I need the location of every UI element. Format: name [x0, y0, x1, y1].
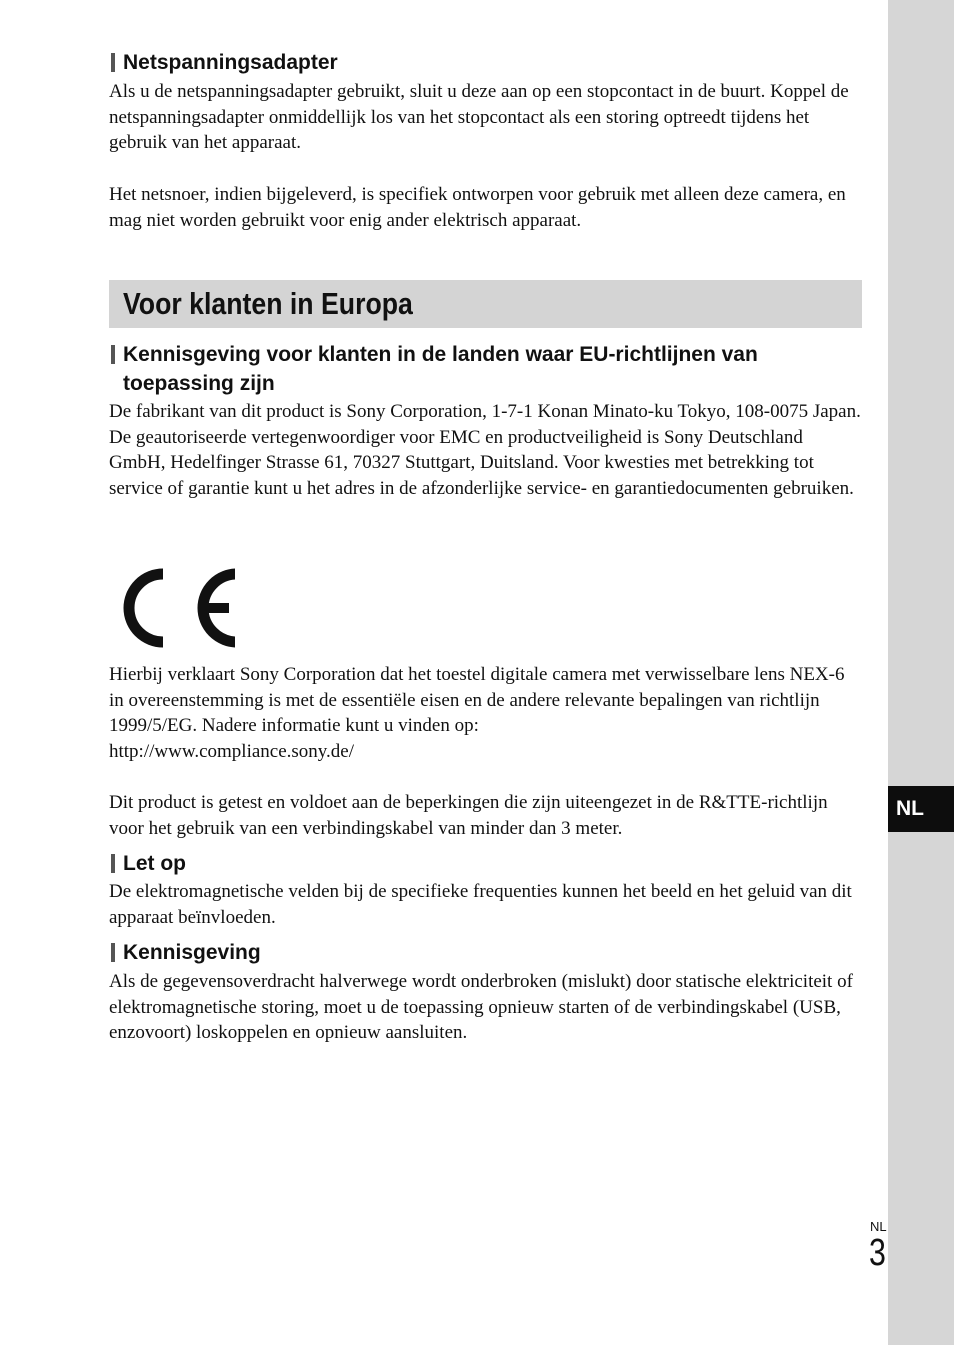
rtte-paragraph: Dit product is getest en voldoet aan de beperkingen die zijn uiteengezet in de R&TTE-richtlijn voor het gebruik van een verbindingskabel van minder dan 3 meter.	[109, 792, 828, 839]
notice-heading-text: Kennisgeving	[123, 941, 261, 964]
language-tab: NL	[888, 786, 954, 832]
declaration-text: Hierbij verklaart Sony Corporation dat het toestel digitale camera met verwisselbare lens NEX-6 in overeenstemming is met de essentiële eisen en de andere relevante bepalingen van richtlijn 1999/5/EG. Nadere informatie kunt u vinden op:	[109, 664, 845, 737]
heading-bar	[111, 345, 115, 364]
adapter-heading-text: Netspanningsadapter	[123, 51, 338, 74]
heading-bar	[111, 943, 115, 962]
adapter-heading	[109, 48, 861, 77]
caution-paragraph: De elektromagnetische velden bij de specifieke frequenties kunnen het beeld en het geluid van dit apparaat beïnvloeden.	[109, 881, 852, 928]
declaration-paragraph	[109, 662, 861, 765]
notice-heading	[109, 938, 861, 967]
caution-heading-text: Let op	[123, 852, 186, 875]
eu-notice-heading	[109, 340, 861, 398]
heading-bar	[111, 53, 115, 72]
eu-notice-paragraph: De fabrikant van dit product is Sony Corporation, 1-7-1 Konan Minato-ku Tokyo, 108-0075 Japan. De geautoriseerde vertegenwoordiger voor EMC en productveiligheid is Sony Deutschland GmbH, Hedelfinger Strasse 61, 70327 Stuttgart, Duitsland. Voor kwesties met betrekking tot service of garantie kunt u het adres in de afzonderlijke service- en garantiedocumenten gebruiken.	[109, 401, 861, 500]
notice-paragraph: Als de gegevensoverdracht halverwege wordt onderbroken (mislukt) door statische elektriciteit of elektromagnetische storing, moet u de toepassing opnieuw starten of de verbindingskabel (USB, enzovoort) loskoppelen en opnieuw aansluiten.	[109, 971, 853, 1044]
eu-notice-heading-text: Kennisgeving voor klanten in de landen waar EU-richtlijnen van toepassing zijn	[123, 343, 758, 395]
page-language-label: NL	[870, 1219, 887, 1234]
ce-mark-logo	[117, 565, 235, 651]
heading-bar	[111, 854, 115, 873]
caution-heading	[109, 849, 861, 878]
side-tab	[888, 0, 954, 1345]
adapter-paragraph-2: Het netsnoer, indien bijgeleverd, is specifiek ontworpen voor gebruik met alleen deze camera, en mag niet worden gebruikt voor enig ander elektrisch apparaat.	[109, 184, 846, 231]
page-number: 3	[869, 1232, 886, 1274]
adapter-paragraph-1: Als u de netspanningsadapter gebruikt, sluit u deze aan op een stopcontact in de buurt. Koppel de netspanningsadapter onmiddellijk los van het stopcontact als een storing optreedt tijdens het gebruik van het apparaat.	[109, 81, 849, 154]
compliance-link[interactable]: http://www.compliance.sony.de/	[109, 741, 355, 763]
section-title: Voor klanten in Europa	[123, 286, 413, 321]
section-banner	[109, 280, 862, 328]
